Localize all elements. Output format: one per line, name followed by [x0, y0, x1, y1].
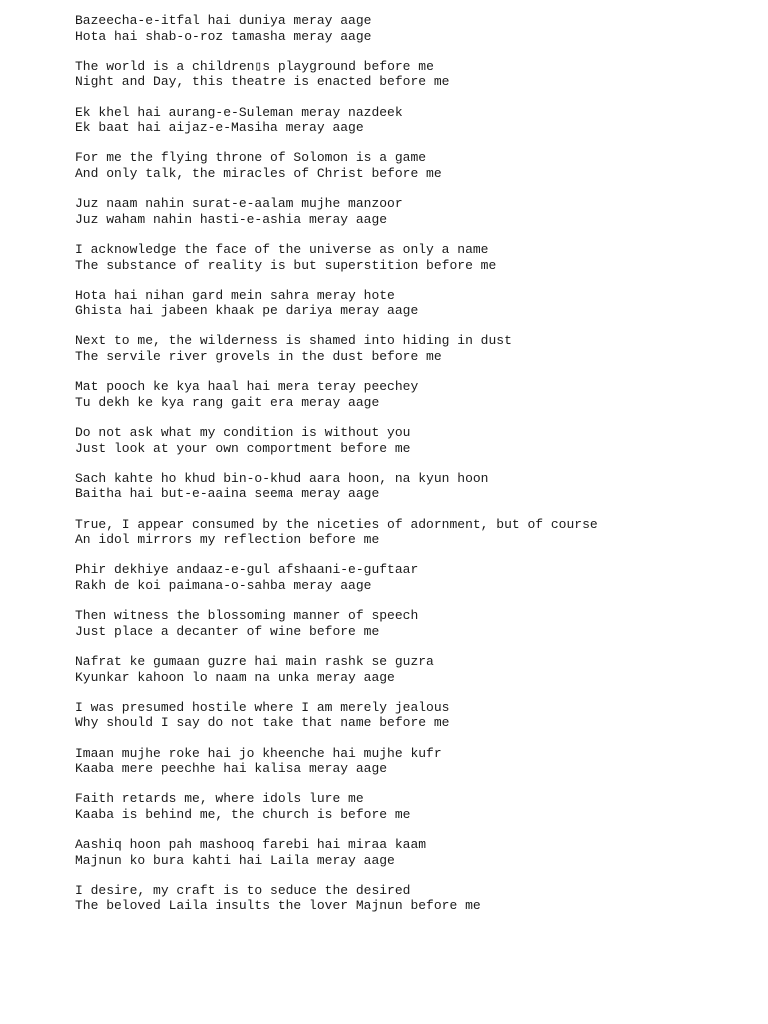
stanza: [75, 517, 755, 548]
poem-line: The substance of reality is but superstition before me: [75, 257, 497, 273]
poem-line: Hota hai shab-o-roz tamasha meray aage: [75, 28, 372, 44]
poem-line: The world is a children▯s playground before me: [75, 58, 434, 74]
poem-line: And only talk, the miracles of Christ before me: [75, 165, 442, 181]
stanza: [75, 196, 755, 227]
poem-line: Ek khel hai aurang-e-Suleman meray nazdeek: [75, 104, 403, 120]
poem-line: Imaan mujhe roke hai jo kheenche hai mujhe kufr: [75, 745, 442, 761]
poem-line: I desire, my craft is to seduce the desired: [75, 882, 411, 898]
poem-line: The servile river grovels in the dust before me: [75, 349, 442, 365]
poem-line: Juz waham nahin hasti-e-ashia meray aage: [75, 211, 388, 227]
poem-line: Night and Day, this theatre is enacted before me: [75, 74, 450, 90]
stanza: [75, 13, 755, 44]
poem-line: Aashiq hoon pah mashooq farebi hai miraa kaam: [75, 837, 427, 853]
poem-line: Kyunkar kahoon lo naam na unka meray aage: [75, 669, 395, 685]
stanza: [75, 700, 755, 731]
poem-line: Tu dekh ke kya rang gait era meray aage: [75, 394, 380, 410]
poem-line: Juz naam nahin surat-e-aalam mujhe manzoor: [75, 196, 403, 212]
poem-line: Kaaba is behind me, the church is before me: [75, 806, 411, 822]
stanza: [75, 471, 755, 502]
stanza: [75, 105, 755, 136]
stanza: [75, 379, 755, 410]
stanza: [75, 333, 755, 364]
poem-line: Kaaba mere peechhe hai kalisa meray aage: [75, 761, 388, 777]
poem-line: Ghista hai jabeen khaak pe dariya meray aage: [75, 303, 419, 319]
stanza: [75, 150, 755, 181]
poem-line: Just place a decanter of wine before me: [75, 623, 380, 639]
stanza: [75, 746, 755, 777]
poem-line: True, I appear consumed by the niceties of adornment, but of course: [75, 516, 598, 532]
poem-line: I acknowledge the face of the universe as only a name: [75, 241, 489, 257]
stanza: [75, 883, 755, 914]
poem-line: Hota hai nihan gard mein sahra meray hote: [75, 287, 395, 303]
stanza: [75, 288, 755, 319]
poem-line: Next to me, the wilderness is shamed into hiding in dust: [75, 333, 512, 349]
poem-line: I was presumed hostile where I am merely jealous: [75, 699, 450, 715]
stanza: [75, 562, 755, 593]
poem-line: Baitha hai but-e-aaina seema meray aage: [75, 486, 380, 502]
poem-line: Bazeecha-e-itfal hai duniya meray aage: [75, 13, 372, 28]
poem-line: An idol mirrors my reflection before me: [75, 532, 380, 548]
poem-line: Majnun ko bura kahti hai Laila meray aage: [75, 852, 395, 868]
stanza: [75, 242, 755, 273]
poem-line: Nafrat ke gumaan guzre hai main rashk se guzra: [75, 653, 434, 669]
stanza: [75, 837, 755, 868]
stanza: [75, 608, 755, 639]
poem-line: Do not ask what my condition is without you: [75, 425, 411, 441]
poem-line: Mat pooch ke kya haal hai mera teray peechey: [75, 379, 419, 395]
poem-line: Phir dekhiye andaaz-e-gul afshaani-e-guftaar: [75, 562, 419, 578]
poem-document: [75, 13, 755, 929]
stanza: [75, 59, 755, 90]
poem-line: The beloved Laila insults the lover Majnun before me: [75, 898, 481, 914]
poem-line: Just look at your own comportment before me: [75, 440, 411, 456]
stanza: [75, 425, 755, 456]
stanza: [75, 654, 755, 685]
poem-line: Why should I say do not take that name before me: [75, 715, 450, 731]
poem-line: Rakh de koi paimana-o-sahba meray aage: [75, 577, 372, 593]
poem-line: Ek baat hai aijaz-e-Masiha meray aage: [75, 120, 364, 136]
poem-line: Then witness the blossoming manner of speech: [75, 608, 419, 624]
stanza: [75, 791, 755, 822]
poem-line: Faith retards me, where idols lure me: [75, 791, 364, 807]
poem-line: Sach kahte ho khud bin-o-khud aara hoon, na kyun hoon: [75, 470, 489, 486]
poem-line: For me the flying throne of Solomon is a game: [75, 150, 427, 166]
